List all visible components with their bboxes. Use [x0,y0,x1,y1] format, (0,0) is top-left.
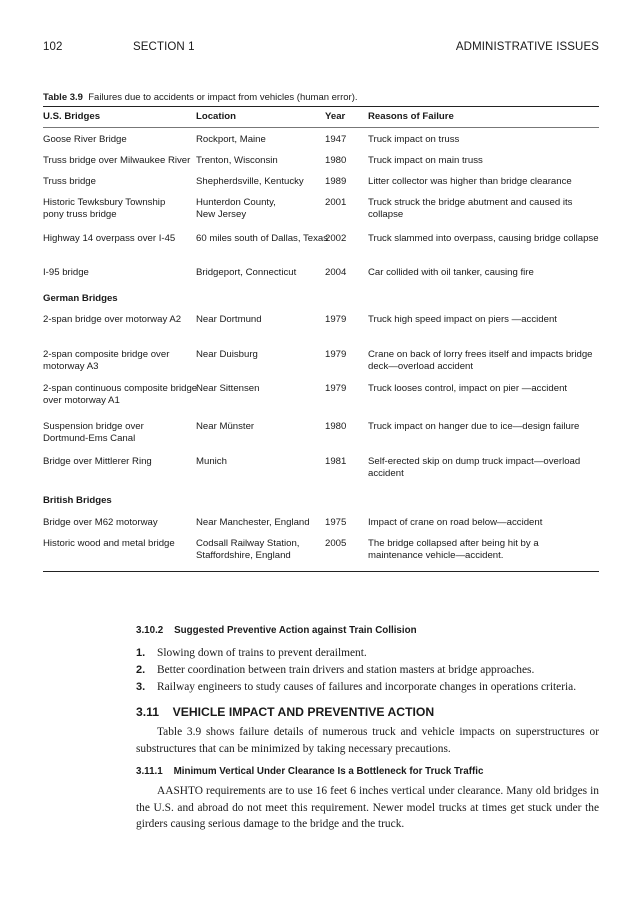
subsection-title: Minimum Vertical Under Clearance Is a Bottleneck for Truck Traffic [173,766,484,777]
table-row-us-4-reason: Truck struck the bridge abutment and caused its collapse [368,197,573,220]
paragraph-text: Table 3.9 shows failure details of numerous truck and vehicle impacts on superstructures or substructures that can be minimized by taking necessary precautions. [136,726,599,755]
table-row-uk-2-location: Codsall Railway Station, Staffordshire, England [196,538,300,561]
table-row-us-5-location: 60 miles south of Dallas, Texas [196,233,329,244]
column-header-location: Location [196,111,236,122]
list-item-text: Slowing down of trains to prevent derailment. [157,647,367,659]
table-row-de-5-reason: Self-erected skip on dump truck impact—overload accident [368,456,581,479]
preventive-action-list [136,645,599,696]
list-item [136,662,599,679]
table-row-uk-1-reason: Impact of crane on road below—accident [368,517,543,528]
subsection-number: 3.11.1 [136,766,163,777]
table-row-us-6-location: Bridgeport, Connecticut [196,267,297,278]
subsection-title: Suggested Preventive Action against Train Collision [174,625,417,636]
table-row-us-3-year: 1989 [325,176,347,187]
table-row-us-6-year: 2004 [325,267,347,278]
paragraph-text: AASHTO requirements are to use 16 feet 6 inches vertical under clearance. Many old bridges in the U.S. and abroad do not meet this requirement. Newer model trucks at times get stuck under the girders causing serious damage to the bridge and the truck. [136,785,599,830]
subsection-heading-3-11-1 [136,766,483,777]
table-row-us-5-reason: Truck slammed into overpass, causing bridge collapse [368,233,599,244]
table-row-de-1-bridge: 2-span bridge over motorway A2 [43,314,182,325]
table-caption-text: Failures due to accidents or impact from vehicles (human error). [88,92,358,103]
list-item-number: 1. [136,647,146,659]
table-row-us-4-year: 2001 [325,197,347,208]
list-item-text: Better coordination between train drivers and station masters at bridge approaches. [157,664,535,676]
table-row-us-2-reason: Truck impact on main truss [368,155,483,166]
running-title: ADMINISTRATIVE ISSUES [455,41,599,53]
table-row-us-4-location: Hunterdon County, New Jersey [196,197,276,220]
table-row-us-6-bridge: I-95 bridge [43,267,89,278]
table-row-de-2-reason: Crane on back of lorry frees itself and impacts bridge deck—overload accident [368,349,593,372]
table-row-de-4-location: Near Münster [196,421,255,432]
table-row-de-5-location: Munich [196,456,227,467]
table-row-us-5-year: 2002 [325,233,347,244]
table-row-us-2-bridge: Truss bridge over Milwaukee River [43,155,191,166]
subsection-heading-3-10-2 [136,625,417,636]
table-row-us-1-bridge: Goose River Bridge [43,134,127,145]
table-row-us-5-bridge: Highway 14 overpass over I-45 [43,233,176,244]
table-row-us-3-location: Shepherdsville, Kentucky [196,176,304,187]
table-row-us-4-bridge: Historic Tewksbury Township pony truss bridge [43,197,166,220]
table-row-uk-1-location: Near Manchester, England [196,517,310,528]
column-header-bridges: U.S. Bridges [43,111,101,122]
table-row-de-3-reason: Truck looses control, impact on pier —accident [368,383,568,394]
table-row-us-3-bridge: Truss bridge [43,176,96,187]
table-row-de-3-year: 1979 [325,383,347,394]
table-row-de-1-location: Near Dortmund [196,314,262,325]
table-row-de-5-bridge: Bridge over Mittlerer Ring [43,456,152,467]
body-paragraph-3-11-1 [136,783,599,833]
table-label: Table 3.9 [43,92,83,103]
column-header-reason: Reasons of Failure [368,111,454,122]
failures-table [43,106,599,572]
list-item-number: 3. [136,681,146,693]
running-header [43,41,599,57]
list-item-number: 2. [136,664,146,676]
table-row-us-3-reason: Litter collector was higher than bridge clearance [368,176,572,187]
british-bridges-heading: British Bridges [43,495,112,506]
list-item [136,679,599,696]
table-row-de-1-reason: Truck high speed impact on piers —accident [368,314,557,325]
table-row-de-1-year: 1979 [325,314,347,325]
section-heading-3-11 [136,705,434,719]
table-row-de-2-location: Near Duisburg [196,349,258,360]
table-row-de-4-reason: Truck impact on hanger due to ice—design failure [368,421,580,432]
subsection-number: 3.10.2 [136,625,164,636]
table-row-uk-2-reason: The bridge collapsed after being hit by a maintenance vehicle—accident. [368,538,539,561]
table-row-de-2-year: 1979 [325,349,347,360]
table-caption [43,92,358,103]
table-row-uk-1-bridge: Bridge over M62 motorway [43,517,158,528]
table-row-uk-1-year: 1975 [325,517,347,528]
section-title: VEHICLE IMPACT AND PREVENTIVE ACTION [172,705,435,719]
table-row-us-1-location: Rockport, Maine [196,134,266,145]
list-item-text: Railway engineers to study causes of failures and incorporate changes in operations criteria. [157,681,577,693]
table-row-us-6-reason: Car collided with oil tanker, causing fire [368,267,534,278]
list-item [136,645,599,662]
german-bridges-heading: German Bridges [43,293,118,304]
table-row-us-2-location: Trenton, Wisconsin [196,155,278,166]
table-row-de-4-bridge: Suspension bridge over Dortmund-Ems Canal [43,421,144,444]
section-label: SECTION 1 [133,41,195,53]
column-header-year: Year [325,111,346,122]
table-row-de-3-location: Near Sittensen [196,383,260,394]
table-header-row [43,107,599,128]
page-number: 102 [43,41,63,53]
table-row-us-1-year: 1947 [325,134,347,145]
table-row-us-1-reason: Truck impact on truss [368,134,460,145]
table-row-us-2-year: 1980 [325,155,347,166]
table-row-uk-2-year: 2005 [325,538,347,549]
table-row-de-5-year: 1981 [325,456,347,467]
table-row-de-4-year: 1980 [325,421,347,432]
table-row-uk-2-bridge: Historic wood and metal bridge [43,538,175,549]
body-paragraph-3-11 [136,724,599,757]
table-row-de-2-bridge: 2-span composite bridge over motorway A3 [43,349,170,372]
table-row-de-3-bridge: 2-span continuous composite bridge over motorway A1 [43,383,198,406]
section-number: 3.11 [136,705,160,719]
